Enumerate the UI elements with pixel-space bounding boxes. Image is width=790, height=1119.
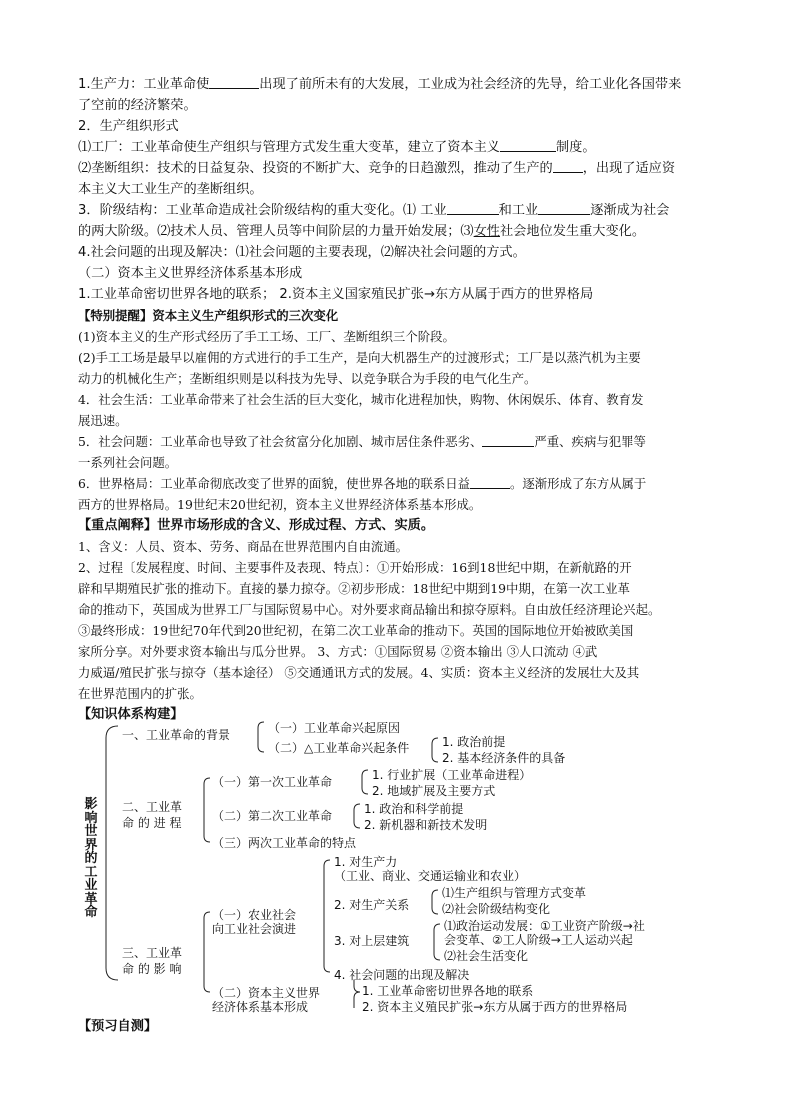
line: 1.工业革命密切世界各地的联系； 2.资本主义国家殖民扩张→东方从属于西方的世界格局 xyxy=(78,287,594,302)
tree-leaf: 2. 新机器和新技术发明 xyxy=(364,818,488,832)
text: 1.生产力：工业革命使 xyxy=(78,77,210,92)
tree-leaf: 会变革、②工人阶级→工人运动兴起 xyxy=(444,933,633,947)
tree-node: 1. 对生产力 xyxy=(334,855,398,869)
line: (1)资本主义的生产形式经历了手工工场、工厂、垄断组织三个阶段。 xyxy=(78,329,455,344)
text: 。逐渐形成了东方从属于 xyxy=(510,476,647,491)
tree-leaf: ⑵社会生活变化 xyxy=(444,949,529,963)
tree-branch: 二、工业革 xyxy=(122,800,183,814)
line: 力威逼/殖民扩张与掠夺（基本途径） ⑤交通通讯方式的发展。4、实质：资本主义经济的发展壮大及其 xyxy=(78,665,640,680)
line: 本主义大工业生产的垄断组织。 xyxy=(78,182,263,197)
text: 逐渐成为社会 xyxy=(590,203,670,218)
text: ⑴工厂：工业革命使生产组织与管理方式发生重大变革，建立了资本主义 xyxy=(78,140,500,155)
line xyxy=(78,221,724,242)
text: 和工业 xyxy=(498,203,539,218)
section-heading: （二）资本主义世界经济体系基本形成 xyxy=(78,266,303,281)
focus-title: 【重点阐释】世界市场形成的含义、形成过程、方式、实质。 xyxy=(78,518,435,533)
text: 出现了前所未有的大发展，工业成为社会经济的先导，给工业化各国带来 xyxy=(259,77,682,92)
line xyxy=(78,74,724,95)
tree-leaf: 1. 行业扩展（工业革命进程） xyxy=(372,768,532,782)
tree-node: （一）农业社会 xyxy=(212,908,297,922)
fill-blank[interactable] xyxy=(447,201,499,215)
tree-node: （一）工业革命兴起原因 xyxy=(268,721,401,735)
tree-node: （三）两次工业革命的特点 xyxy=(212,836,357,850)
line: 辟和早期殖民扩张的推动下。直接的暴力掠夺。②初步形成：18世纪中期到19中期，在第一次工业革 xyxy=(78,581,630,596)
line xyxy=(78,473,724,494)
line: 动力的机械化生产；垄断组织则是以科技为先导、以竞争联合为手段的电气化生产。 xyxy=(78,371,537,386)
tree-node: （二）资本主义世界 xyxy=(212,986,321,1000)
fill-blank[interactable] xyxy=(470,475,510,489)
line: 展迅速。 xyxy=(78,413,128,428)
fill-blank[interactable] xyxy=(538,201,590,215)
tree-leaf: ⑵社会阶级结构变化 xyxy=(442,902,551,916)
special-reminder-title: 【特别提醒】资本主义生产组织形式的三次变化 xyxy=(78,308,339,323)
line xyxy=(78,431,724,452)
tree-root-title: 影响世界的工业革命 xyxy=(84,797,98,920)
text: ⑵垄断组织：技术的日益复杂、投资的不断扩大、竞争的日趋激烈，推动了生产的 xyxy=(78,161,553,176)
tree-branch: 一、工业革命的背景 xyxy=(122,728,231,742)
text: 的两大阶级。⑵技术人员、管理人员等中间阶层的力量开始发展；⑶ xyxy=(78,224,474,239)
fill-blank[interactable] xyxy=(209,75,259,89)
text: ，出现了适应资 xyxy=(582,161,676,176)
tree-leaf: 1. 工业革命密切世界各地的联系 xyxy=(362,984,534,998)
tree-leaf: 2. 地域扩展及主要方式 xyxy=(372,784,496,798)
text: 5．社会问题：工业革命也导致了社会贫富分化加剧、城市居住条件恶劣、 xyxy=(78,434,483,449)
line: 2．生产组织形式 xyxy=(78,119,179,134)
line: 4.社会问题的出现及解决：⑴社会问题的主要表现，⑵解决社会问题的方式。 xyxy=(78,245,526,260)
underlined-text: 女性 xyxy=(473,224,500,239)
document-body xyxy=(78,74,724,725)
line xyxy=(78,200,724,221)
text: 3．阶级结构：工业革命造成社会阶级结构的重大变化。⑴ 工业 xyxy=(78,203,447,218)
line: 家所分享。对外要求资本输出与瓜分世界。 3、方式：①国际贸易 ②资本输出 ③人口流动 ④武 xyxy=(78,644,598,659)
tree-leaf: 1. 政治和科学前提 xyxy=(364,802,464,816)
line: 一系列社会问题。 xyxy=(78,455,178,470)
tree-node: 向工业社会演进 xyxy=(212,922,297,936)
tree-node: （二）△工业革命兴起条件 xyxy=(268,741,410,755)
tree-leaf: ⑴政治运动发展：①工业资产阶级→社 xyxy=(444,919,645,933)
tree-leaf: 2. 基本经济条件的具备 xyxy=(442,751,566,765)
line: 1、含义：人员、资本、劳务、商品在世界范围内自由流通。 xyxy=(78,539,409,554)
tree-branch: 命 的 进 程 xyxy=(122,816,182,830)
fill-blank[interactable] xyxy=(482,433,534,447)
text: 严重、疾病与犯罪等 xyxy=(534,434,646,449)
line: 在世界范围内的扩张。 xyxy=(78,686,202,701)
tree-leaf: 2. 资本主义殖民扩张→东方从属于西方的世界格局 xyxy=(362,1000,628,1014)
tree-node: 3. 对上层建筑 xyxy=(334,934,410,948)
line: 2、过程〔发展程度、时间、主要事件及表现、特点〕：①开始形成：16到18世纪中期，在新航路的开 xyxy=(78,560,632,575)
knowledge-tree xyxy=(78,718,718,1014)
tree-branch: 命 的 影 响 xyxy=(122,962,182,976)
knowledge-title: 【知识体系构建】 xyxy=(78,707,184,722)
line xyxy=(78,158,724,179)
line: 4．社会生活：工业革命带来了社会生活的巨大变化，城市化进程加快，购物、休闲娱乐、体育、教育发 xyxy=(78,392,644,407)
line: (2)手工工场是最早以雇佣的方式进行的手工生产，是向大机器生产的过渡形式；工厂是以蒸汽机为主要 xyxy=(78,350,641,365)
tree-node: 经济体系基本形成 xyxy=(212,1000,309,1014)
line: 西方的世界格局。19世纪末20世纪初，资本主义世界经济体系基本形成。 xyxy=(78,497,482,512)
preview-title: 【预习自测】 xyxy=(78,1019,158,1034)
text: 6．世界格局：工业革命彻底改变了世界的面貌，使世界各地的联系日益 xyxy=(78,476,470,491)
text: 制度。 xyxy=(556,140,596,155)
line: 命的推动下，英国成为世界工厂与国际贸易中心。对外要求商品输出和掠夺原料。自由放任经济理论兴起。 xyxy=(78,602,661,617)
tree-node: 2. 对生产关系 xyxy=(334,898,410,912)
line xyxy=(78,137,724,158)
text: 社会地位发生重大变化。 xyxy=(500,224,646,239)
tree-node: （二）第二次工业革命 xyxy=(212,809,333,823)
tree-leaf: （工业、商业、交通运输业和农业） xyxy=(334,869,527,883)
tree-node: （一）第一次工业革命 xyxy=(212,775,333,789)
line: 了空前的经济繁荣。 xyxy=(78,98,197,113)
fill-blank[interactable] xyxy=(553,159,583,173)
tree-leaf: 1. 政治前提 xyxy=(442,735,506,749)
fill-blank[interactable] xyxy=(500,138,556,152)
line: ③最终形成：19世纪70年代到20世纪初，在第二次工业革命的推动下。英国的国际地位开始被欧美国 xyxy=(78,623,634,638)
tree-leaf: ⑴生产组织与管理方式变革 xyxy=(442,886,587,900)
tree-branch: 三、工业革 xyxy=(122,946,183,960)
tree-node: 4. 社会问题的出现及解决 xyxy=(334,968,470,982)
